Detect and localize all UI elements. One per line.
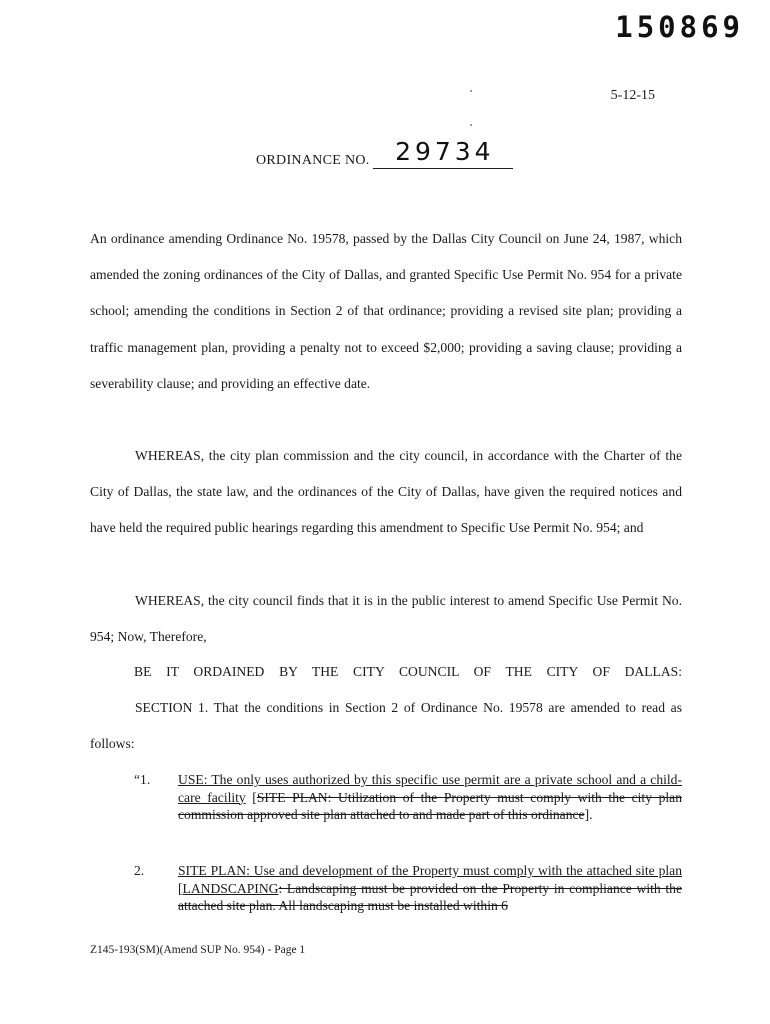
deleted-heading: SITE PLAN	[256, 789, 328, 805]
stamp-number: 150869	[615, 10, 744, 44]
ordinance-label: ORDINANCE NO.	[256, 153, 370, 168]
item-heading: USE	[178, 772, 204, 787]
added-text: : The only uses authorized by this specific use permit are a private school and a child-care facility	[178, 772, 682, 805]
deleted-heading: LANDSCAPING	[182, 880, 279, 896]
whereas-paragraph-1: WHEREAS, the city plan commission and the city council, in accordance with the Charter of the City of Dallas, the state law, and the ordinances of the City of Dallas, have given the required notices and have held the required public hearings regarding this amendment to Specific Use Permit No. 954; and	[90, 448, 682, 536]
deleted-text: : Landscaping must be provided on the Property in compliance with the attached site plan. All landscaping must be installed within 6	[178, 880, 682, 913]
scan-speck	[470, 124, 472, 126]
item-number: 2.	[134, 863, 145, 878]
ordinance-number: 29734	[395, 137, 495, 166]
whereas-paragraph-2: WHEREAS, the city council finds that it is in the public interest to amend Specific Use Permit No. 954; Now, Therefore,	[90, 593, 682, 645]
bracket-open: [	[178, 880, 183, 896]
section-1-paragraph: SECTION 1. That the conditions in Section 2 of Ordinance No. 19578 are amended to read as follows:	[90, 700, 682, 752]
scan-speck	[470, 90, 472, 92]
enacting-clause: BE IT ORDAINED BY THE CITY COUNCIL OF THE CITY OF DALLAS:	[134, 664, 682, 679]
ordinance-caption: An ordinance amending Ordinance No. 19578, passed by the Dallas City Council on June 24, 1987, which amended the zoning ordinances of the City of Dallas, and granted Specific Use Permit No. 954 for a private school; amending the conditions in Section 2 of that ordinance; providing a revised site plan; providing a traffic management plan, providing a penalty not to exceed $2,000; providing a saving clause; providing a severability clause; and providing an effective date.	[90, 231, 682, 391]
item-number: “1.	[134, 772, 151, 787]
added-text: : Use and development of the Property must comply with the attached site plan	[246, 863, 683, 878]
item-body	[178, 771, 682, 824]
item-heading: SITE PLAN	[178, 863, 247, 878]
deleted-text: : Utilization of the Property must comply with the city plan commission approved site plan attached to and made part of this ordinance	[178, 789, 682, 822]
document-date: 5-12-15	[610, 88, 655, 103]
ordinance-number-blank	[373, 137, 513, 169]
bracket-close: ].	[584, 807, 593, 822]
condition-item-1	[134, 771, 682, 847]
item-body	[178, 862, 682, 915]
condition-item-2	[134, 862, 682, 918]
ordinance-heading	[256, 137, 513, 169]
page-footer: Z145-193(SM)(Amend SUP No. 954) - Page 1	[90, 944, 306, 956]
bracket-open: [	[245, 789, 257, 805]
